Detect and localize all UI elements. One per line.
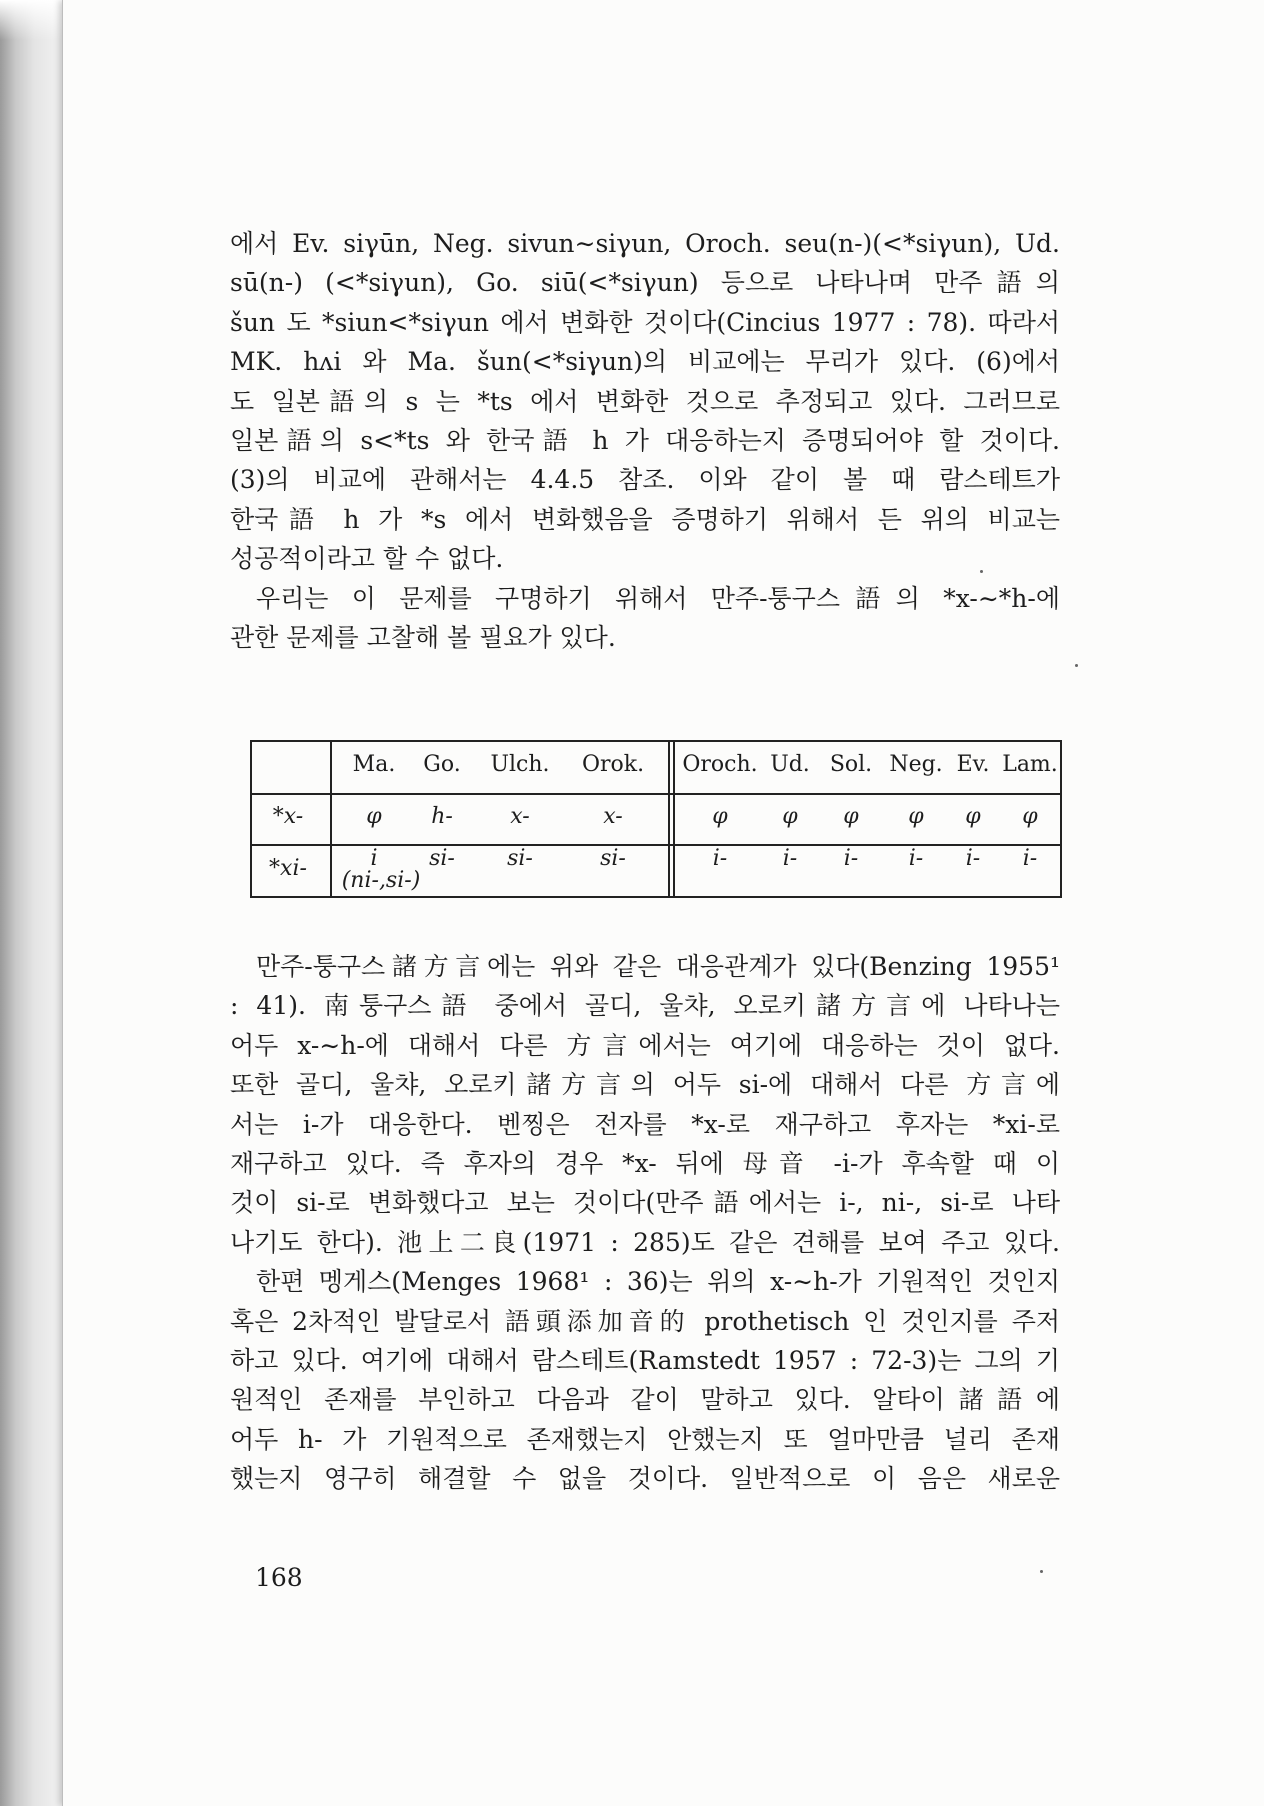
table-cell: i- bbox=[843, 846, 859, 871]
table-cell: si- bbox=[600, 846, 626, 871]
text-line: 혹은 2차적인 발달로서 語頭添加音的 prothetisch 인 것인지를 주저 bbox=[230, 1306, 1060, 1336]
table-cell: φ bbox=[843, 804, 859, 829]
table-header: Orok. bbox=[581, 752, 645, 777]
row-label: *x- bbox=[272, 804, 304, 829]
table-divider bbox=[252, 793, 1060, 795]
paragraph-2 bbox=[230, 947, 1060, 1498]
text-line: 도 일본語의 s 는 *ts 에서 변화한 것으로 추정되고 있다. 그러므로 bbox=[230, 386, 1060, 416]
table-cell: i- bbox=[782, 846, 798, 871]
text-line: 어두 x-∼h-에 대해서 다른 方言에서는 여기에 대응하는 것이 없다. bbox=[230, 1030, 1060, 1060]
text-line: 재구하고 있다. 즉 후자의 경우 *x- 뒤에 母音 -i-가 후속할 때 이 bbox=[230, 1148, 1060, 1178]
table-cell: si- bbox=[429, 846, 455, 871]
table-cell: x- bbox=[510, 804, 530, 829]
table-cell-note: (ni-,si-) bbox=[341, 868, 421, 893]
text-line: šun 도 *siun<*siγun 에서 변화한 것이다(Cincius 1977 : 78). 따라서 bbox=[230, 307, 1060, 337]
text-line: 나기도 한다). 池上二良(1971 : 285)도 같은 견해를 보여 주고 있다. bbox=[230, 1227, 1060, 1257]
text-line: 한국語 h 가 *s 에서 변화했음을 증명하기 위해서 든 위의 비교는 bbox=[230, 504, 1060, 534]
table-cell: i- bbox=[908, 846, 924, 871]
row-label: *xi- bbox=[269, 856, 307, 881]
text-line: 에서 Ev. siγūn, Neg. sivun∼siγun, Oroch. seu(n-)(<*siγun), Ud. bbox=[230, 229, 1060, 258]
paper-speck bbox=[1075, 664, 1078, 667]
text-line: 한편 멩게스(Menges 1968¹ : 36)는 위의 x-∼h-가 기원적인 것인지 bbox=[256, 1267, 1060, 1297]
table-divider bbox=[330, 742, 332, 896]
table-header: Sol. bbox=[829, 752, 873, 777]
table-header: Ma. bbox=[352, 752, 396, 777]
text-line: (3)의 비교에 관해서는 4.4.5 참조. 이와 같이 볼 때 람스테트가 bbox=[230, 465, 1060, 495]
table-cell: φ bbox=[782, 804, 798, 829]
table-cell: φ bbox=[366, 804, 382, 829]
text-line: 성공적이라고 할 수 없다. bbox=[230, 544, 504, 574]
text-line: 일본語의 s<*ts 와 한국語 h 가 대응하는지 증명되어야 할 것이다. bbox=[230, 425, 1060, 455]
text-line: 어두 h- 가 기원적으로 존재했는지 안했는지 또 얼마만큼 널리 존재 bbox=[230, 1424, 1060, 1454]
text-line: MK. hʌi 와 Ma. šun(<*siγun)의 비교에는 무리가 있다. (6)에서 bbox=[230, 347, 1060, 377]
text-line: 하고 있다. 여기에 대해서 람스테트(Ramstedt 1957 : 72-3)는 그의 기 bbox=[230, 1345, 1060, 1375]
table-header: Oroch. bbox=[682, 752, 758, 777]
table-cell: x- bbox=[603, 804, 623, 829]
table-header: Lam. bbox=[1002, 752, 1058, 777]
text-line: 서는 i-가 대응한다. 벤찡은 전자를 *x-로 재구하고 후자는 *xi-로 bbox=[230, 1109, 1060, 1139]
table-header: Neg. bbox=[889, 752, 943, 777]
table-cell: φ bbox=[1022, 804, 1038, 829]
table-header: Ev. bbox=[956, 752, 990, 777]
table-cell: φ bbox=[908, 804, 924, 829]
text-line: 또한 골디, 울챠, 오로키諸方言의 어두 si-에 대해서 다른 方言에 bbox=[230, 1070, 1060, 1100]
paper-speck bbox=[1040, 1570, 1043, 1573]
table-divider bbox=[673, 742, 675, 896]
paragraph-1 bbox=[230, 224, 1060, 657]
table-cell: i bbox=[370, 846, 378, 871]
table-cell: i- bbox=[1022, 846, 1038, 871]
text-line: 우리는 이 문제를 구명하기 위해서 만주-퉁구스語의 *x-∼*h-에 bbox=[256, 583, 1060, 613]
book-edge-highlight bbox=[0, 0, 62, 40]
paper-speck bbox=[980, 570, 983, 573]
text-line: sū(n-) (<*siγun), Go. siū(<*siγun) 등으로 나타나며 만주語의 bbox=[230, 268, 1060, 298]
text-line: 했는지 영구히 해결할 수 없을 것이다. 일반적으로 이 음은 새로운 bbox=[230, 1464, 1060, 1494]
table-cell: i- bbox=[712, 846, 728, 871]
table-header: Ud. bbox=[770, 752, 810, 777]
text-line: 원적인 존재를 부인하고 다음과 같이 말하고 있다. 알타이諸語에 bbox=[230, 1385, 1060, 1415]
table-divider bbox=[668, 742, 670, 896]
page-number: 168 bbox=[255, 1563, 303, 1592]
correspondence-table bbox=[250, 740, 1062, 898]
text-line: 관한 문제를 고찰해 볼 필요가 있다. bbox=[230, 622, 616, 652]
text-line: 것이 si-로 변화했다고 보는 것이다(만주語에서는 i-, ni-, si-로 나타 bbox=[230, 1188, 1060, 1218]
text-line: 만주-퉁구스諸方言에는 위와 같은 대응관계가 있다(Benzing 1955¹ bbox=[256, 952, 1060, 981]
table-header: Ulch. bbox=[490, 752, 550, 777]
text-line: : 41). 南퉁구스語 중에서 골디, 울챠, 오로키諸方言에 나타나는 bbox=[230, 991, 1060, 1021]
table-cell: φ bbox=[712, 804, 728, 829]
table-cell: φ bbox=[965, 804, 981, 829]
table-cell: i- bbox=[965, 846, 981, 871]
table-header: Go. bbox=[423, 752, 461, 777]
table-cell: h- bbox=[431, 804, 453, 829]
table-cell: si- bbox=[507, 846, 533, 871]
book-edge bbox=[0, 0, 62, 1806]
